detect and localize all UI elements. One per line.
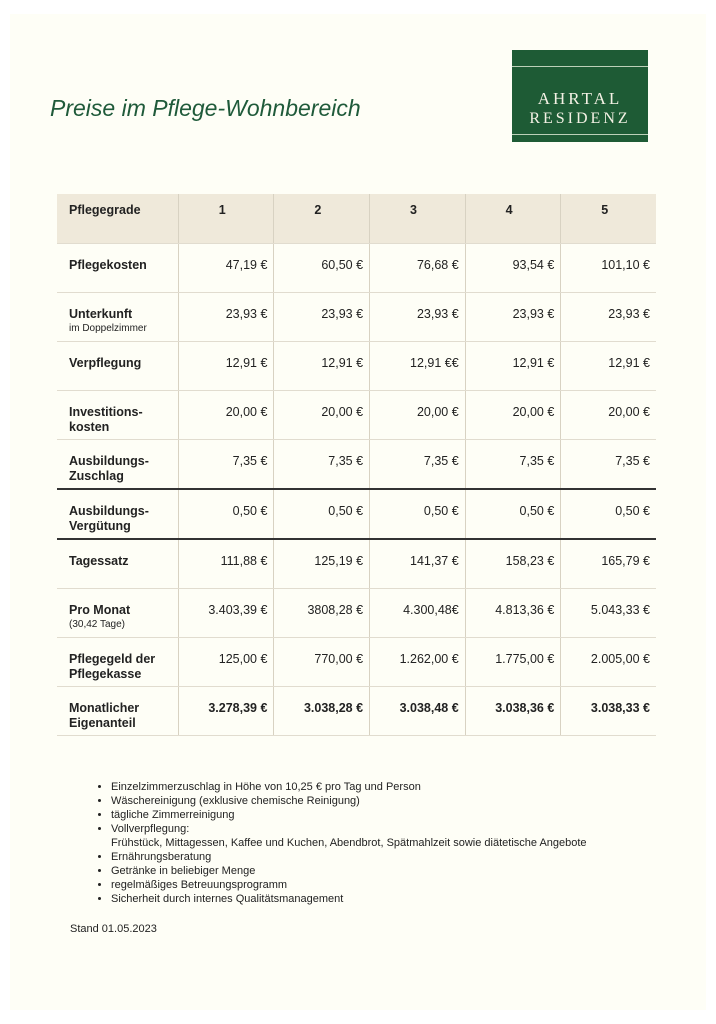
brand-logo (512, 50, 648, 142)
price-value: 3.278,39 € (208, 701, 268, 715)
price-value: 7,35 € (615, 454, 650, 468)
service-item: • regelmäßiges Betreuungsprogramm (111, 878, 587, 892)
grade-header-cell (561, 194, 656, 244)
price-value: 12,91 € (225, 356, 268, 370)
price-cell (178, 391, 274, 440)
price-value: 20,00 € (608, 405, 650, 419)
row-label-cell (57, 342, 178, 391)
price-cell (561, 244, 656, 293)
row-label: Investitions- kosten (69, 405, 143, 434)
price-value: 76,68 € (416, 258, 459, 272)
price-cell (370, 293, 466, 342)
price-value: 125,00 € (218, 652, 268, 666)
price-value: 101,10 € (601, 258, 650, 272)
price-cell (274, 638, 370, 687)
price-cell (370, 489, 466, 539)
price-table (57, 194, 656, 736)
service-item: • Vollverpflegung: Frühstück, Mittagessen, Kaffee und Kuchen, Abendbrot, Spätmahlzeit sowie diätetische Angebote (111, 822, 587, 850)
table-row (57, 489, 656, 539)
price-value: 0,50 € (423, 504, 459, 518)
row-label-cell (57, 293, 178, 342)
service-item: • Einzelzimmerzuschlag in Höhe von 10,25 € pro Tag und Person (111, 780, 587, 794)
price-value: 3.038,33 € (590, 701, 650, 715)
price-value: 165,79 € (601, 554, 650, 568)
grade-number: 1 (218, 203, 226, 217)
row-label: Pro Monat (69, 603, 131, 617)
grade-number: 5 (601, 203, 609, 217)
price-value: 7,35 € (328, 454, 364, 468)
price-cell (465, 391, 561, 440)
price-cell (274, 687, 370, 736)
price-cell (178, 342, 274, 391)
row-label: Pflegegeld der Pflegekasse (69, 652, 156, 681)
price-cell (465, 440, 561, 490)
row-label: Ausbildungs- Vergütung (69, 504, 149, 533)
row-label: Tagessatz (69, 554, 129, 568)
price-cell (274, 293, 370, 342)
price-cell (561, 293, 656, 342)
price-cell (178, 440, 274, 490)
price-cell (370, 539, 466, 589)
price-value: 0,50 € (232, 504, 268, 518)
price-cell (178, 589, 274, 638)
price-value: 1.262,00 € (399, 652, 459, 666)
grade-number: 3 (410, 203, 417, 217)
price-value: 3808,28 € (307, 603, 364, 617)
price-value: 111,88 € (220, 554, 268, 568)
price-value: 4.813,36 € (495, 603, 555, 617)
price-cell (561, 687, 656, 736)
price-cell (370, 391, 466, 440)
price-value: 7,35 € (519, 454, 555, 468)
price-cell (178, 293, 274, 342)
price-cell (274, 489, 370, 539)
price-cell (370, 342, 466, 391)
row-label-cell (57, 539, 178, 589)
price-cell (465, 342, 561, 391)
row-label-cell (57, 489, 178, 539)
service-item: • Ernährungsberatung (111, 850, 587, 864)
grade-number: 4 (505, 203, 513, 217)
price-cell (561, 440, 656, 490)
price-cell (178, 638, 274, 687)
table-row (57, 539, 656, 589)
price-cell (561, 489, 656, 539)
price-value: 23,93 € (321, 307, 364, 321)
price-cell (178, 539, 274, 589)
price-cell (465, 293, 561, 342)
service-item: • tägliche Zimmerreinigung (111, 808, 587, 822)
price-cell (465, 489, 561, 539)
row-label: Unterkunft (69, 307, 133, 321)
price-cell (274, 539, 370, 589)
price-cell (465, 244, 561, 293)
price-cell (561, 342, 656, 391)
price-value: 12,91 € (321, 356, 364, 370)
price-value: 20,00 € (225, 405, 268, 419)
row-label-cell (57, 391, 178, 440)
price-cell (178, 244, 274, 293)
price-cell (274, 440, 370, 490)
price-value: 3.038,28 € (303, 701, 364, 715)
price-value: 125,19 € (314, 554, 364, 568)
price-cell (465, 638, 561, 687)
price-value: 20,00 € (321, 405, 364, 419)
logo-rule-top (512, 66, 648, 67)
row-label-cell (57, 589, 178, 638)
price-cell (274, 342, 370, 391)
price-value: 3.403,39 € (208, 603, 268, 617)
price-cell (370, 589, 466, 638)
price-cell (370, 440, 466, 490)
logo-line-2: RESIDENZ (529, 110, 631, 127)
price-cell (370, 244, 466, 293)
price-value: 23,93 € (608, 307, 650, 321)
table-row (57, 342, 656, 391)
price-value: 5.043,33 € (590, 603, 650, 617)
grade-header-cell (370, 194, 466, 244)
row-label: Verpflegung (69, 356, 142, 370)
price-value: 1.775,00 € (495, 652, 555, 666)
price-cell (178, 687, 274, 736)
table-row (57, 440, 656, 490)
table-row (57, 589, 656, 638)
price-value: 7,35 € (232, 454, 268, 468)
table-row (57, 687, 656, 736)
service-item: • Getränke in beliebiger Menge (111, 864, 587, 878)
price-cell (370, 687, 466, 736)
header-label-cell (57, 194, 178, 244)
logo-line-1: AHRTAL (537, 89, 623, 108)
grade-header-cell (274, 194, 370, 244)
grade-header-cell (465, 194, 561, 244)
row-sublabel: im Doppelzimmer (69, 323, 147, 334)
price-cell (274, 244, 370, 293)
price-value: 23,93 € (225, 307, 268, 321)
date-stamp: Stand 01.05.2023 (70, 923, 157, 935)
price-value: 12,91 €€ (410, 356, 459, 370)
row-label-cell (57, 638, 178, 687)
price-value: 23,93 € (416, 307, 459, 321)
price-value: 0,50 € (328, 504, 364, 518)
table-row (57, 293, 656, 342)
service-item: • Sicherheit durch internes Qualitätsmanagement (111, 892, 587, 906)
price-value: 770,00 € (314, 652, 364, 666)
price-value: 3.038,48 € (399, 701, 459, 715)
header-label: Pflegegrade (69, 203, 141, 217)
price-cell (178, 489, 274, 539)
row-sublabel: (30,42 Tage) (69, 619, 125, 630)
price-cell (561, 638, 656, 687)
row-label: Ausbildungs- Zuschlag (69, 454, 149, 483)
price-value: 3.038,36 € (495, 701, 555, 715)
row-label-cell (57, 687, 178, 736)
price-cell (274, 589, 370, 638)
price-value: 47,19 € (225, 258, 268, 272)
price-value: 7,35 € (423, 454, 459, 468)
price-cell (465, 539, 561, 589)
grade-header-cell (178, 194, 274, 244)
row-label: Pflegekosten (69, 258, 147, 272)
price-cell (561, 589, 656, 638)
row-label: Monatlicher Eigenanteil (69, 701, 140, 730)
price-value: 4.300,48€ (403, 603, 459, 617)
price-value: 2.005,00 € (590, 652, 650, 666)
price-value: 158,23 € (505, 554, 555, 568)
row-label-cell (57, 440, 178, 490)
table-row (57, 244, 656, 293)
price-cell (465, 589, 561, 638)
service-list (87, 780, 587, 906)
price-value: 20,00 € (512, 405, 555, 419)
price-cell (370, 638, 466, 687)
price-cell (561, 391, 656, 440)
page-title: Preise im Pflege-Wohnbereich (50, 95, 361, 121)
price-value: 12,91 € (512, 356, 555, 370)
price-cell (561, 539, 656, 589)
price-value: 0,50 € (519, 504, 555, 518)
price-value: 20,00 € (416, 405, 459, 419)
price-value: 141,37 € (410, 554, 459, 568)
table-row (57, 391, 656, 440)
table-header-row (57, 194, 656, 244)
price-value: 23,93 € (512, 307, 555, 321)
table-row (57, 638, 656, 687)
price-value: 0,50 € (615, 504, 650, 518)
service-item: • Wäschereinigung (exklusive chemische Reinigung) (111, 794, 587, 808)
price-value: 93,54 € (512, 258, 555, 272)
logo-rule-bottom (512, 134, 648, 135)
grade-number: 2 (314, 203, 322, 217)
price-value: 60,50 € (321, 258, 364, 272)
price-cell (274, 391, 370, 440)
price-cell (465, 687, 561, 736)
price-value: 12,91 € (608, 356, 650, 370)
row-label-cell (57, 244, 178, 293)
